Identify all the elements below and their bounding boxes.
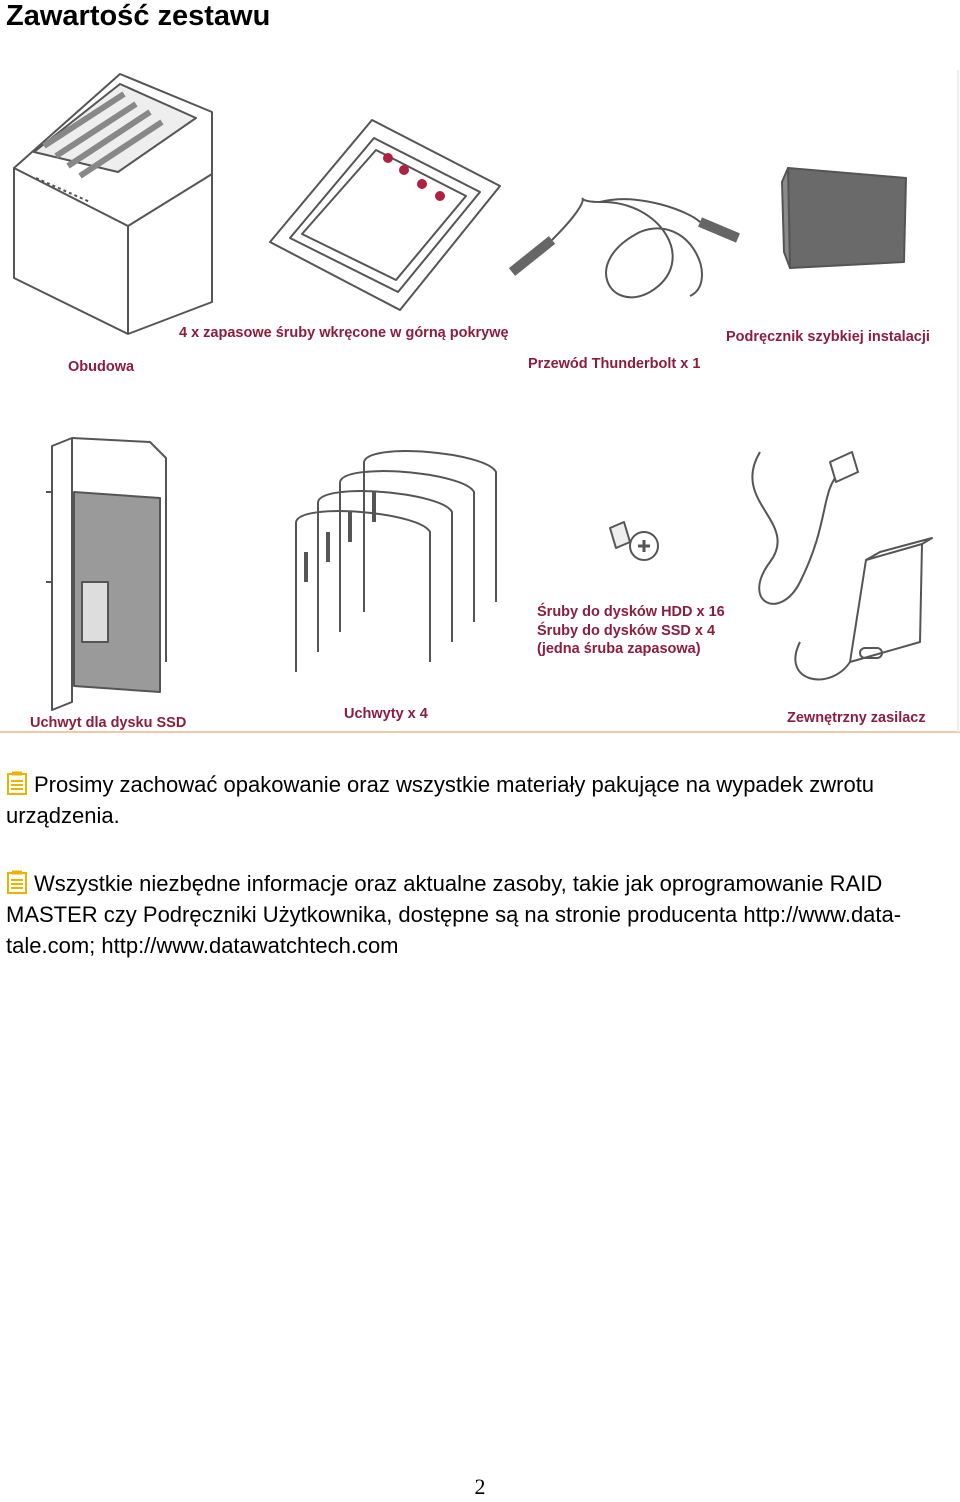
note-packaging — [6, 769, 946, 831]
thunderbolt-cable-illustration — [512, 199, 738, 298]
note-packaging-text: Prosimy zachować opakowanie oraz wszystkie materiały pakujące na wypadek zwrotu urządzenia. — [6, 772, 875, 828]
quick-guide-illustration — [782, 168, 906, 268]
caption-psu: Zewnętrzny zasilacz — [787, 710, 926, 726]
page-title: Zawartość zestawu — [6, 0, 271, 32]
note-resources — [6, 868, 946, 961]
caption-quick-guide: Podręcznik szybkiej instalacji — [726, 329, 930, 345]
package-contents-figure — [0, 62, 960, 734]
page-number: 2 — [474, 1474, 486, 1499]
enclosure-illustration — [14, 74, 212, 334]
caption-screws-ssd: Śruby do dysków SSD x 4 — [537, 623, 716, 639]
note-resources-text: Wszystkie niezbędne informacje oraz aktualne zasoby, takie jak oprogramowanie RAID MASTER czy Podręczniki Użytkownika, dostępne są na stronie producenta http://www.data-tale.com; http://www.datawatchtech.com — [6, 871, 902, 958]
caption-trays: Uchwyty x 4 — [344, 706, 428, 722]
notepad-icon — [6, 771, 28, 795]
trays-illustration — [296, 451, 496, 672]
top-cover-illustration — [270, 120, 500, 310]
power-supply-illustration — [752, 452, 932, 679]
screw-illustration — [610, 522, 658, 560]
caption-thunderbolt: Przewód Thunderbolt x 1 — [528, 356, 701, 372]
caption-spare-screws: 4 x zapasowe śruby wkręcone w górną pokrywę — [179, 325, 509, 341]
ssd-holder-illustration — [46, 438, 166, 710]
caption-enclosure: Obudowa — [68, 359, 135, 375]
notepad-icon — [6, 870, 28, 894]
caption-ssd-holder: Uchwyt dla dysku SSD — [30, 715, 187, 731]
caption-screws-note: (jedna śruba zapasowa) — [537, 641, 701, 657]
caption-screws-hdd: Śruby do dysków HDD x 16 — [537, 604, 725, 620]
package-contents-illustration — [0, 62, 960, 734]
